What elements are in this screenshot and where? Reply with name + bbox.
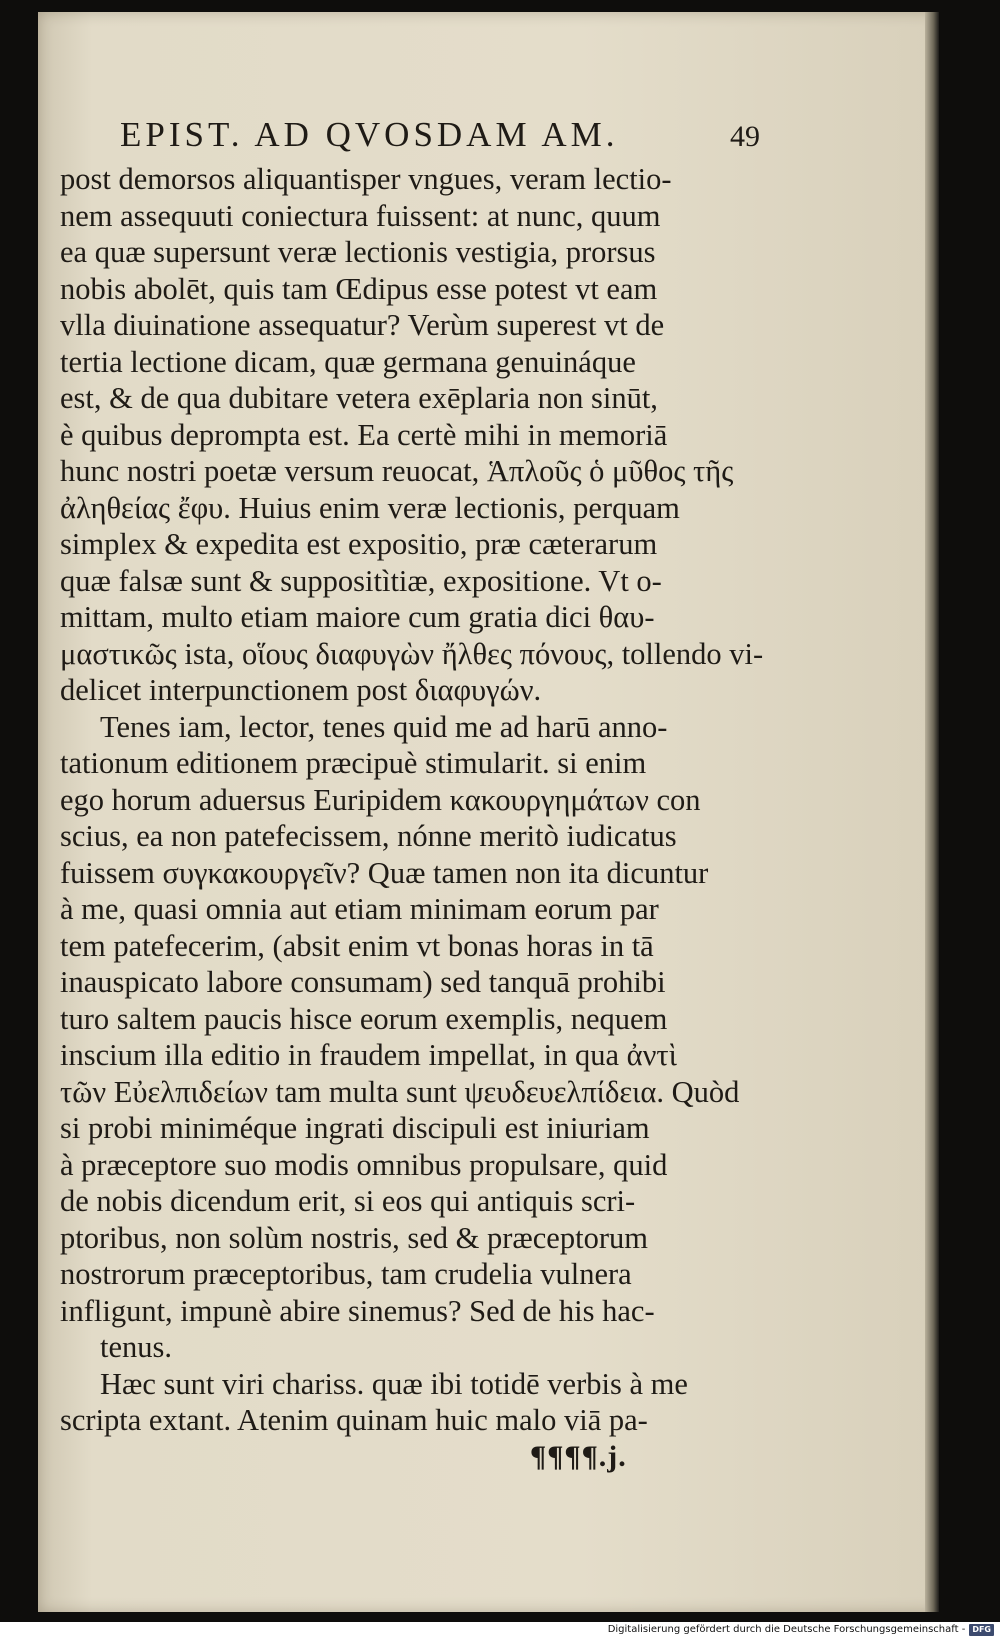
text-line: si probi miniméque ingrati discipuli est iniuriam [60, 1111, 650, 1145]
text-line: hunc nostri poetæ versum reuocat, Ἁπλοῦς ὁ μῦθος τῆς [60, 454, 734, 488]
text-line: nobis abolēt, quis tam Œdipus esse potest vt eam [60, 271, 658, 306]
page-edge [925, 12, 939, 1612]
text-line: nem assequuti coniectura fuissent: at nunc, quum [60, 198, 661, 233]
text-line: de nobis dicendum erit, si eos qui antiquis scri- [60, 1184, 636, 1218]
text-line: tationum editionem præcipuè stimularit. si enim [60, 746, 647, 780]
running-title: EPIST. AD QVOSDAM AM. [120, 115, 619, 154]
running-head [120, 115, 760, 155]
text-line: à me, quasi omnia aut etiam minimam eorum par [60, 892, 659, 926]
text-line: infligunt, impunè abire sinemus? Sed de his hac- [60, 1293, 655, 1328]
text-line: μαστικῶς ista, οἵους διαφυγὼν ἤλθες πόνους, tollendo vi- [60, 636, 764, 671]
signature-mark: ¶¶¶¶.j. [530, 1439, 627, 1473]
text-line: inscium illa editio in fraudem impellat, in qua ἀντὶ [60, 1038, 677, 1072]
page-number: 49 [730, 120, 760, 153]
text-line: Tenes iam, lector, tenes quid me ad harū anno- [100, 709, 668, 744]
text-line: delicet interpunctionem post διαφυγών. [60, 673, 542, 707]
text-line: è quibus deprompta est. Ea certè mihi in memoriā [60, 417, 668, 452]
dfg-logo: DFG [969, 1624, 994, 1636]
text-line: scius, ea non patefecissem, nónne meritò iudicatus [60, 819, 677, 853]
digitization-credit [580, 1622, 1000, 1637]
text-line: tertia lectione dicam, quæ germana genuináque [60, 344, 636, 379]
text-line: Hæc sunt viri chariss. quæ ibi totidē verbis à me [100, 1366, 688, 1401]
text-line: ἀληθείας ἔφυ. Huius enim veræ lectionis, perquam [60, 490, 680, 525]
text-line: est, & de qua dubitare vetera exēplaria non sinūt, [60, 381, 658, 415]
text-line: à præceptore suo modis omnibus propulsare, quid [60, 1147, 668, 1182]
credit-text: Digitalisierung gefördert durch die Deutsche Forschungsgemeinschaft - [607, 1624, 966, 1635]
paragraph-3 [60, 1366, 780, 1439]
text-line: turo saltem paucis hisce eorum exemplis, nequem [60, 1001, 668, 1036]
text-line: mittam, multo etiam maiore cum gratia dici θαυ- [60, 600, 655, 634]
text-line: ptoribus, non solùm nostris, sed & præceptorum [60, 1220, 648, 1255]
text-line: τῶν Εὐελπιδείων tam multa sunt ψευδευελπίδεια. Quòd [60, 1074, 740, 1109]
text-line: ego horum aduersus Euripidem κακουργημάτων con [60, 782, 701, 817]
paragraph-2 [60, 709, 780, 1366]
text-line: simplex & expedita est expositio, præ cæterarum [60, 527, 658, 561]
text-line: nostrorum præceptoribus, tam crudelia vulnera [60, 1257, 632, 1291]
text-line: tenus. [100, 1330, 173, 1364]
text-line: scripta extant. Atenim quinam huic malo viā pa- [60, 1403, 648, 1437]
text-line: post demorsos aliquantisper vngues, veram lectio- [60, 162, 672, 196]
text-line: inauspicato labore consumam) sed tanquā prohibi [60, 965, 666, 999]
paragraph-1 [60, 161, 780, 709]
page-text [60, 115, 780, 1475]
text-line: vlla diuinatione assequatur? Verùm superest vt de [60, 308, 665, 342]
text-line: quæ falsæ sunt & suppositìtiæ, expositione. Vt o- [60, 563, 662, 598]
text-line: ea quæ supersunt veræ lectionis vestigia, prorsus [60, 235, 656, 269]
text-line: tem patefecerim, (absit enim vt bonas horas in tā [60, 928, 654, 963]
text-line: fuissem συγκακουργεῖν? Quæ tamen non ita dicuntur [60, 855, 709, 890]
